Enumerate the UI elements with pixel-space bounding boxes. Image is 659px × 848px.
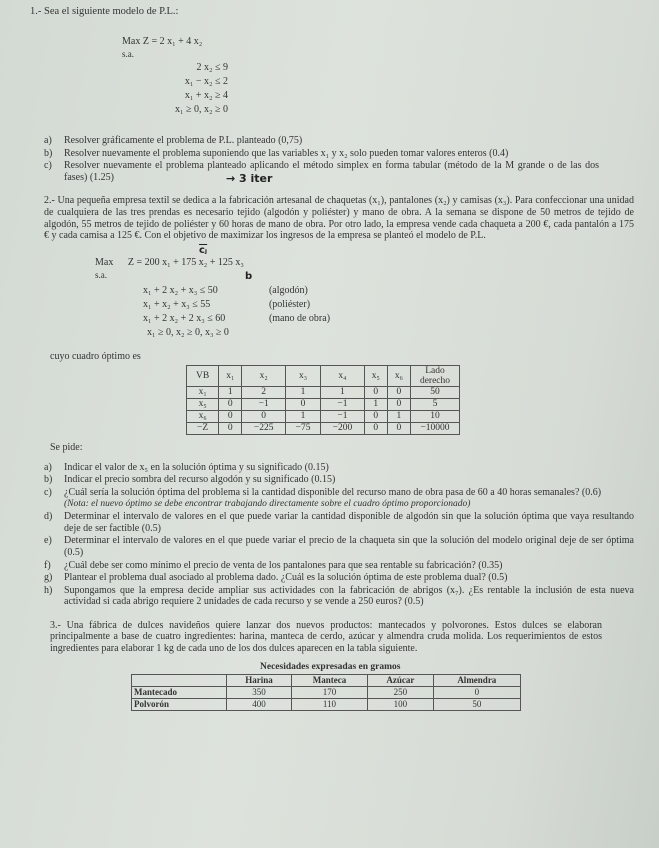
problem-1-title: 1.- Sea el siguiente modelo de P.L.: xyxy=(30,6,179,17)
column-header: x₁ xyxy=(219,365,242,386)
p2-item-b xyxy=(44,474,634,486)
table-cell: 400 xyxy=(227,698,292,710)
p2-constraint-note: (mano de obra) xyxy=(268,312,331,324)
p2-objective: Z = 200 x₁ + 175 x₂ + 125 x₃ xyxy=(127,256,244,268)
column-header: x₂ xyxy=(242,365,286,386)
table-header-row xyxy=(187,365,460,386)
table-cell: 50 xyxy=(411,386,460,398)
table-cell: 170 xyxy=(291,686,367,698)
table-cell: 0 xyxy=(433,686,520,698)
table-cell: 0 xyxy=(364,410,387,422)
p2-max: Max xyxy=(95,256,114,268)
p2-constraint: x₁ + 2 x₂ + 2 x₃ ≤ 60 xyxy=(143,312,226,324)
table-row xyxy=(187,410,460,422)
p2-item-a xyxy=(44,462,634,474)
optimal-tableau xyxy=(186,365,460,435)
item-note: (Nota: el nuevo óptimo se debe encontrar trabajando directamente sobre el cuadro óptimo proporcionado) xyxy=(64,498,471,509)
table-cell: 1 xyxy=(285,410,320,422)
table-row xyxy=(187,422,460,434)
p2-constraint-note: (poliéster) xyxy=(268,298,311,310)
table-cell: 0 xyxy=(387,398,410,410)
table-row xyxy=(132,686,521,698)
table-cell: 0 xyxy=(285,398,320,410)
table-cell: 0 xyxy=(387,422,410,434)
table-cell: 1 xyxy=(364,398,387,410)
table-cell: −1 xyxy=(321,398,365,410)
p2-items xyxy=(44,462,634,608)
table-cell: x₅ xyxy=(187,398,219,410)
p1-st: s.a. xyxy=(122,49,134,59)
table-cell: 10 xyxy=(411,410,460,422)
table-cell: 50 xyxy=(433,698,520,710)
p2-constraint: x₁ + x₂ + x₃ ≤ 55 xyxy=(143,298,211,310)
table-cell: 350 xyxy=(227,686,292,698)
table-cell: 250 xyxy=(368,686,433,698)
document-page xyxy=(0,5,659,711)
p1-items xyxy=(44,135,634,183)
problem-3-intro: 3.- Una fábrica de dulces navideños quiere lanzar dos nuevos productos: mantecados y polvorones. Estos dulces se elaboran principalmente a base de cuatro ingredientes: harina, manteca de cerdo, azúcar y almendra cruda molida. Los requerimientos de estos ingredientes para elaborar 1 kg de cada uno de los dos dulces aparecen en la tabla siguiente. xyxy=(50,619,602,655)
table-cell: −75 xyxy=(285,422,320,434)
column-header: x₅ xyxy=(364,365,387,386)
column-header: x₄ xyxy=(321,365,365,386)
table-intro: cuyo cuadro óptimo es xyxy=(50,350,141,362)
table-cell: −1 xyxy=(321,410,365,422)
item-text: ¿Cuál debe ser como mínimo el precio de venta de los pantalones para que sea rentable su fabricación? (0.35) xyxy=(64,559,503,571)
item-label: d) xyxy=(44,511,53,523)
column-header: x₃ xyxy=(285,365,320,386)
ingredients-table xyxy=(131,674,521,711)
p2-constraint-note: (algodón) xyxy=(268,284,308,296)
p2-item-d xyxy=(44,511,634,534)
item-label: c) xyxy=(44,486,52,498)
p2-item-e xyxy=(44,535,634,558)
table-cell: 0 xyxy=(219,422,242,434)
table-cell: −10000 xyxy=(411,422,460,434)
table-row xyxy=(132,698,521,710)
item-text: Determinar el intervalo de valores en el que puede variar el precio de la chaqueta sin que la solución del modelo original deje de ser óptima (0.5) xyxy=(64,535,634,558)
column-header: x₆ xyxy=(387,365,410,386)
p1-constraint: x₁ − x₂ ≤ 2 xyxy=(184,76,228,87)
table-cell: 1 xyxy=(387,410,410,422)
p1-constraint: x₁ + x₂ ≥ 4 xyxy=(184,90,228,101)
handwritten-b: b xyxy=(245,270,253,282)
table-cell: x₆ xyxy=(187,410,219,422)
table-row xyxy=(187,386,460,398)
table-cell: 100 xyxy=(368,698,433,710)
item-text: Indicar el valor de x₅ en la solución óptima y su significado (0.15) xyxy=(64,461,329,473)
table-cell: 0 xyxy=(219,410,242,422)
handwritten-note: → 3 iter xyxy=(226,171,273,185)
table-cell: 1 xyxy=(321,386,365,398)
item-label: b) xyxy=(44,474,53,486)
column-header: Manteca xyxy=(291,674,367,686)
table-cell: x₁ xyxy=(187,386,219,398)
column-header: Almendra xyxy=(433,674,520,686)
p2-constraints xyxy=(143,270,659,340)
table-cell: Polvorón xyxy=(132,698,227,710)
table-cell: 0 xyxy=(364,386,387,398)
problem-2-intro: 2.- Una pequeña empresa textil se dedica a la fabricación artesanal de chaquetas (x₁), pantalones (x₂) y camisas (x₃). Para confeccionar una unidad de cualquiera de las tres prendas es necesario tejido (algodón y poliéster) y mano de obra. A la semana se dispone de 50 metros de tejido de algodón, 55 metros de tejido de poliéster y 60 horas de mano de obra. Por otro lado, la empresa vende cada chaqueta a 200 €, cada pantalón a 175 € y cada camisa a 125 €. Con el objetivo de maximizar los ingresos de la empresa se planteó el modelo de P.L. xyxy=(44,195,634,242)
column-header: VB xyxy=(187,365,219,386)
table-header-row xyxy=(132,674,521,686)
p2-nonneg: x₁ ≥ 0, x₂ ≥ 0, x₃ ≥ 0 xyxy=(147,326,229,338)
column-header xyxy=(132,674,227,686)
table-title: Necesidades expresadas en gramos xyxy=(260,661,401,672)
item-text: Supongamos que la empresa decide ampliar sus actividades con la fabricación de abrigos (x₇). ¿Es rentable la inclusión de esta nueva actividad si cada abrigo requiere 2 unidades de cada recurso y se vende a 250 euros? (0.5) xyxy=(64,584,634,608)
p2-item-f xyxy=(44,560,634,572)
p1-objective: Max Z = 2 x₁ + 4 x₂ xyxy=(122,36,203,47)
table-cell: −1 xyxy=(242,398,286,410)
table-cell: 1 xyxy=(219,386,242,398)
table-cell: −225 xyxy=(242,422,286,434)
item-text: ¿Cuál sería la solución óptima del problema si la cantidad disponible del recurso mano de obra pasa de 60 a 40 horas semanales? (0.6) xyxy=(64,486,602,498)
item-label: h) xyxy=(44,584,53,596)
item-label: a) xyxy=(44,461,52,473)
column-header: Azúcar xyxy=(368,674,433,686)
table-cell: 110 xyxy=(291,698,367,710)
p1-constraints xyxy=(175,61,228,117)
table-cell: −200 xyxy=(321,422,365,434)
p1-item-b: b) Resolver nuevamente el problema suponiendo que las variables x₁ y x₂ solo pueden tomar valores enteros (0.4) xyxy=(44,147,509,159)
table-cell: −Z xyxy=(187,422,219,434)
item-label: e) xyxy=(44,535,52,547)
column-header: Harina xyxy=(227,674,292,686)
se-pide: Se pide: xyxy=(50,441,83,453)
p1-item-c: c) Resolver nuevamente el problema planteado aplicando el método simplex en forma tabular (método de la M grande o de las dos fases) (1.25) → 3 iter xyxy=(44,160,599,185)
table-cell: 2 xyxy=(242,386,286,398)
table-cell: 0 xyxy=(242,410,286,422)
table-cell: 5 xyxy=(411,398,460,410)
handwritten-cj: $\overline{cⱼ}$ xyxy=(199,244,208,256)
item-text: Plantear el problema dual asociado al problema dado. ¿Cuál es la solución óptima de este problema dual? (0.5) xyxy=(64,572,508,584)
p1-constraint: 2 x₂ ≤ 9 xyxy=(196,62,228,73)
table-row xyxy=(187,398,460,410)
table-cell: Mantecado xyxy=(132,686,227,698)
table-cell: 0 xyxy=(387,386,410,398)
p2-st: s.a. xyxy=(95,269,107,280)
p2-item-g xyxy=(44,572,634,584)
p2-objective-line xyxy=(95,244,659,269)
p1-item-a: a) Resolver gráficamente el problema de P.L. planteado (0,75) xyxy=(44,135,303,146)
item-text: Determinar el intervalo de valores en el que puede variar la cantidad disponible de algodón sin que la solución óptima que vaya resultando deje de ser factible (0.5) xyxy=(64,511,634,534)
p2-constraint: x₁ + 2 x₂ + x₃ ≤ 50 xyxy=(143,284,218,296)
item-text: Indicar el precio sombra del recurso algodón y su significado (0.15) xyxy=(64,474,336,486)
item-label: f) xyxy=(44,559,51,571)
table-cell: 0 xyxy=(219,398,242,410)
item-label: g) xyxy=(44,572,53,584)
column-header: Lado derecho xyxy=(411,365,460,386)
p2-item-c xyxy=(44,487,634,510)
p2-item-h xyxy=(44,585,634,608)
p1-nonneg: x₁ ≥ 0, x₂ ≥ 0 xyxy=(175,104,228,115)
table-cell: 1 xyxy=(285,386,320,398)
table-cell: 0 xyxy=(364,422,387,434)
